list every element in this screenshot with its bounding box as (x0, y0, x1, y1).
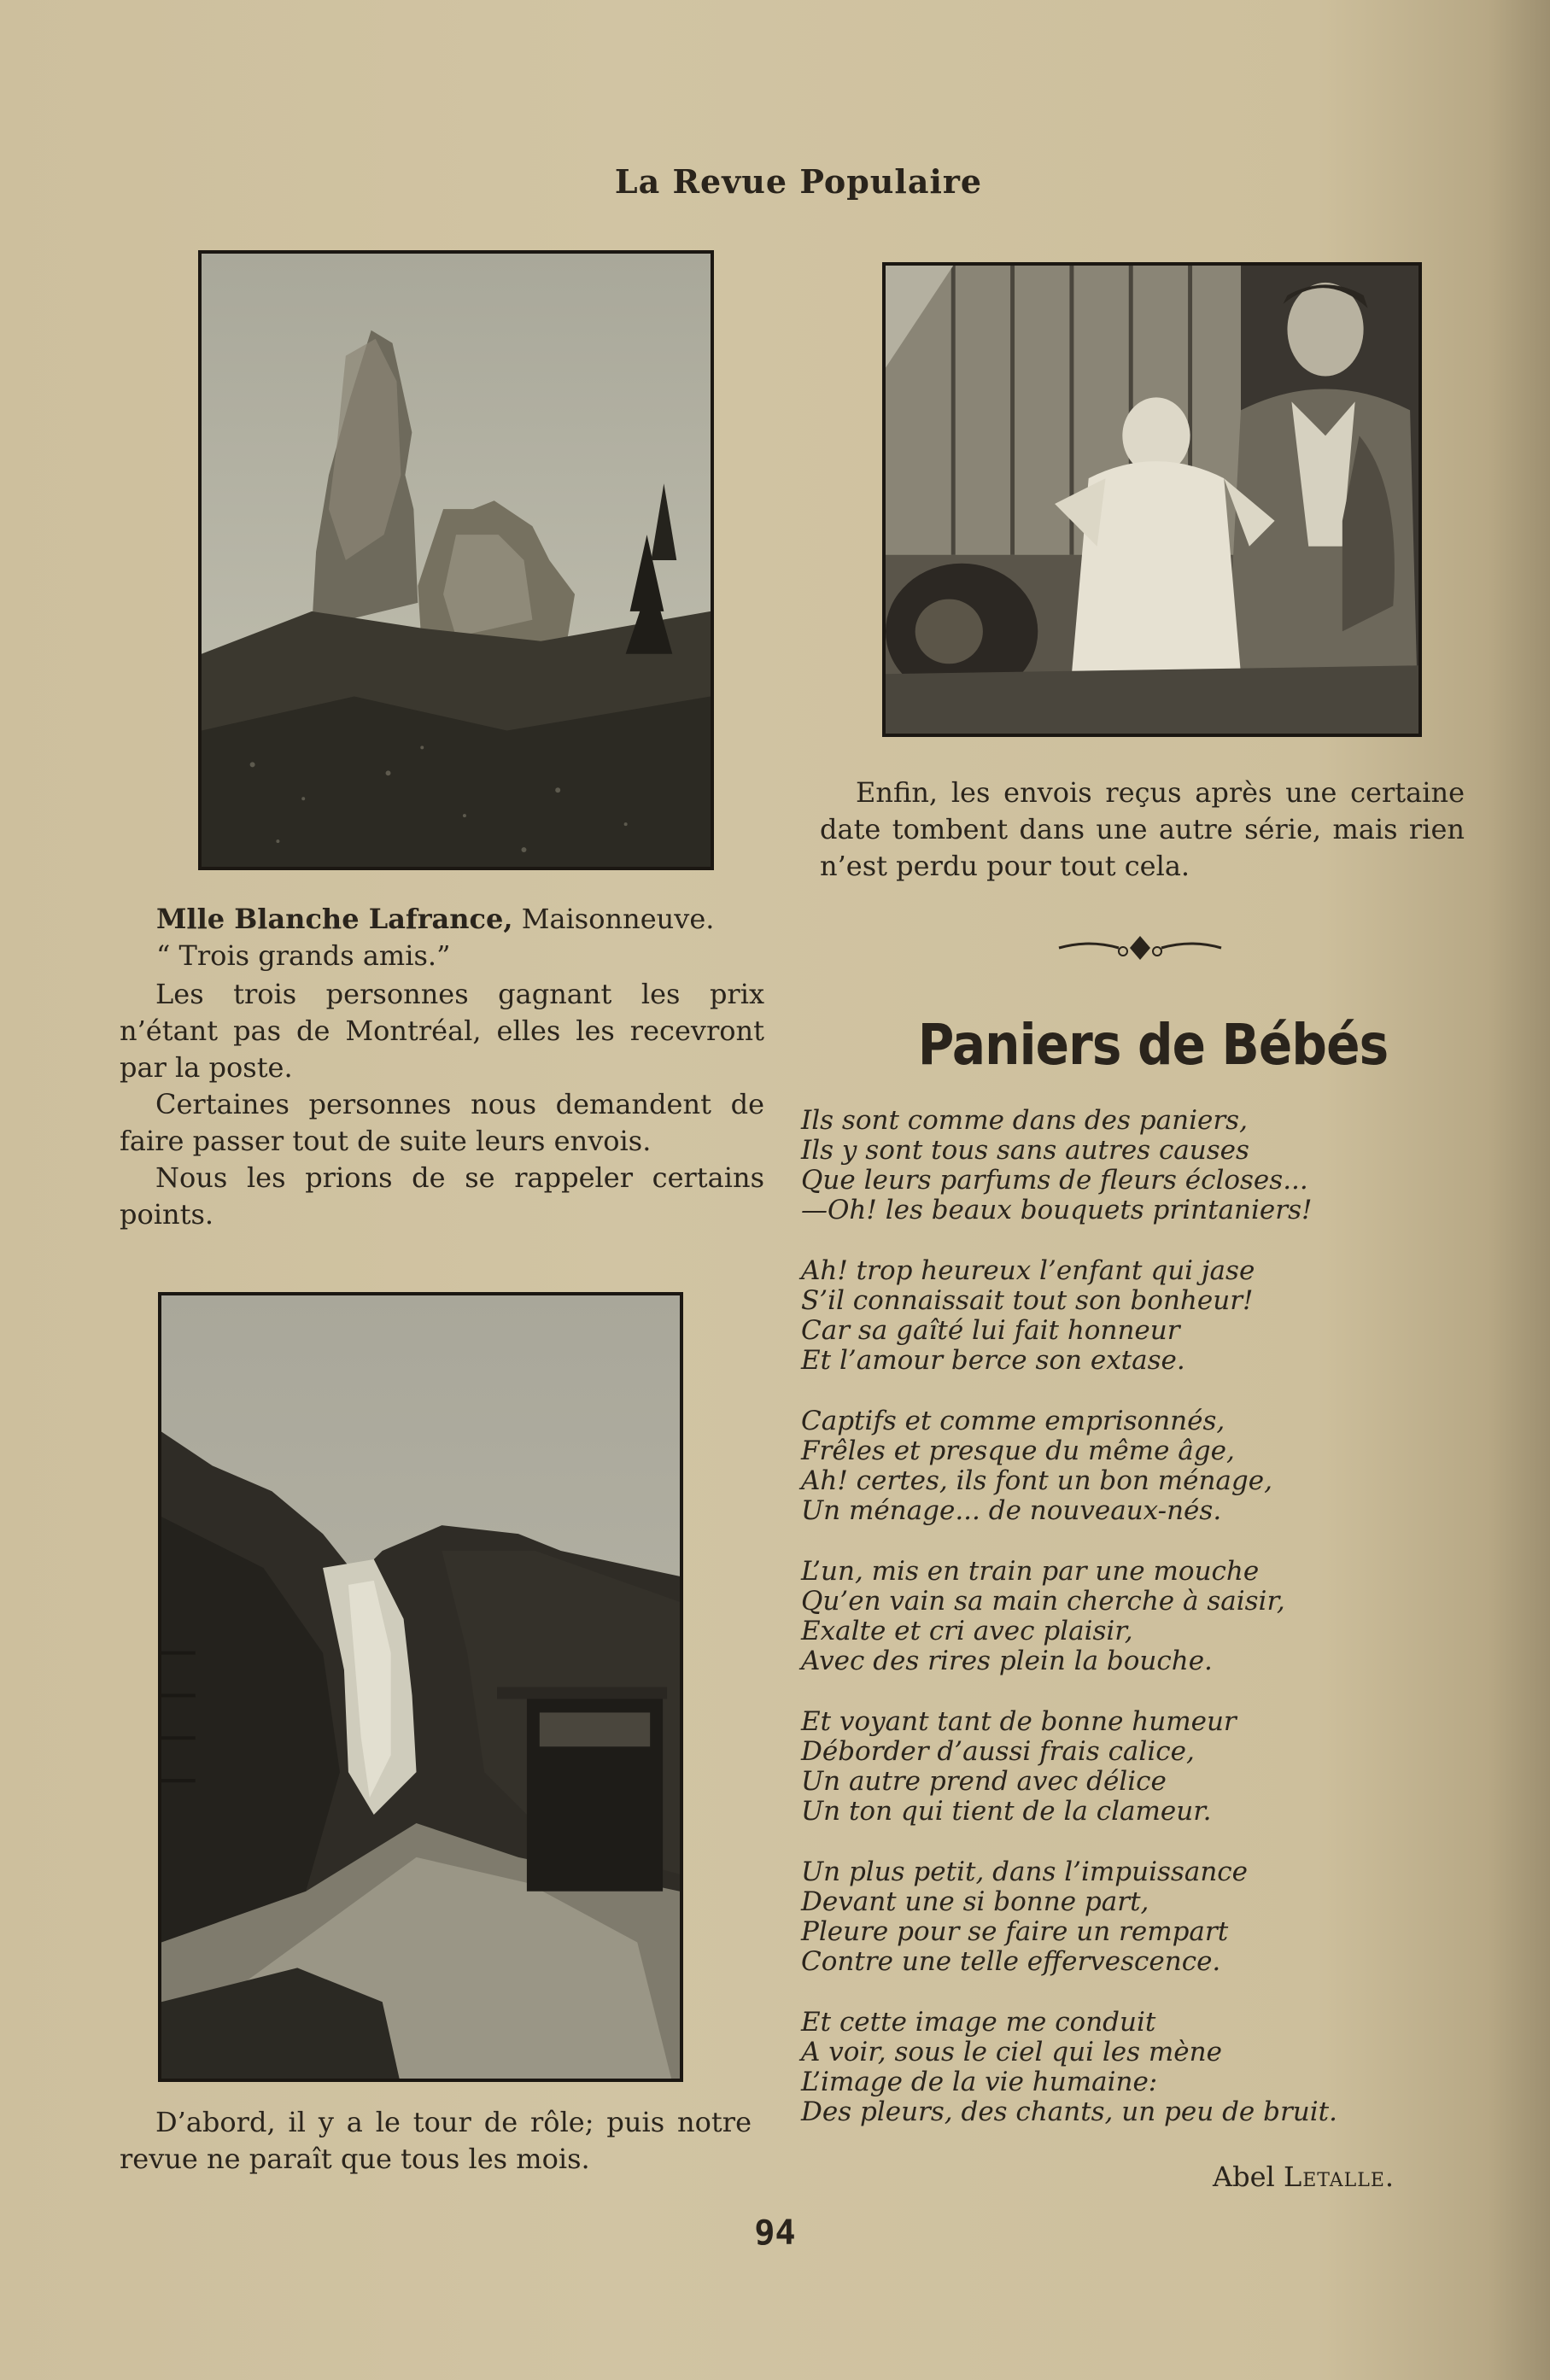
author-first-name: Abel (1213, 2161, 1275, 2193)
photo-man-baby-dog (882, 262, 1422, 737)
stanza (801, 1406, 1433, 1526)
stanza (801, 1857, 1433, 1977)
poem-line: Un ménage... de nouveaux-nés. (801, 1495, 1222, 1526)
poem-line: Des pleurs, des chants, un peu de bruit. (801, 2096, 1337, 2127)
poem-line: Contre une telle effervescence. (801, 1946, 1221, 1977)
photo-waterfall (158, 1292, 683, 2082)
photo-caption (156, 901, 764, 938)
paragraph-2: Certaines personnes nous demandent de faire passer tout de suite leurs envois. (120, 1088, 764, 1157)
poem-line: Ils y sont tous sans autres causes (801, 1135, 1249, 1166)
left-body-text (120, 976, 764, 1233)
left-caption-block (156, 901, 764, 974)
left-bottom-text (120, 2104, 752, 2178)
running-header: La Revue Populaire (614, 162, 983, 201)
poem-line: Devant une si bonne part, (801, 1886, 1149, 1917)
poem (801, 1106, 1433, 2158)
poem-line: Et cette image me conduit (801, 2007, 1156, 2038)
poem-line: Pleure pour se faire un rempart (801, 1916, 1229, 1947)
poem-line: Exalte et cri avec plaisir, (801, 1616, 1133, 1646)
author-last-name: Letalle. (1283, 2161, 1395, 2193)
poem-line: Captifs et comme emprisonnés, (801, 1406, 1225, 1436)
stanza (801, 1256, 1433, 1376)
caption-name: Mlle Blanche Lafrance, (156, 903, 513, 935)
poem-line: L’image de la vie humaine: (801, 2067, 1158, 2097)
poem-line: Et voyant tant de bonne humeur (801, 1706, 1237, 1737)
poem-line: Frêles et presque du même âge, (801, 1436, 1235, 1466)
poem-line: L’un, mis en train par une mouche (801, 1556, 1260, 1587)
poem-line: Un plus petit, dans l’impuissance (801, 1857, 1248, 1887)
photo-rock-pillars (198, 250, 714, 870)
paragraph-bottom: D’abord, il y a le tour de rôle; puis notre revue ne paraît que tous les mois. (120, 2106, 752, 2175)
poem-line: Car sa gaîté lui fait honneur (801, 1315, 1180, 1346)
caption-title: “ Trois grands amis.” (156, 939, 451, 972)
poem-line: Et l’amour berce son extase. (801, 1345, 1185, 1376)
poem-line: A voir, sous le ciel qui les mène (801, 2037, 1222, 2067)
poem-line: Qu’en vain sa main cherche à saisir, (801, 1586, 1285, 1617)
paragraph-3: Nous les prions de se rappeler certains points. (120, 1161, 764, 1231)
poem-line: Ils sont comme dans des paniers, (801, 1105, 1248, 1136)
stanza (801, 1106, 1433, 1225)
paragraph-1: Les trois personnes gagnant les prix n’étant pas de Montréal, elles les recevront par la poste. (120, 978, 764, 1084)
poem-line: Un ton qui tient de la clameur. (801, 1796, 1212, 1827)
poem-line: —Oh! les beaux bouquets printaniers! (801, 1195, 1313, 1225)
poem-line: S’il connaissait tout son bonheur! (801, 1285, 1254, 1316)
stanza (801, 1707, 1433, 1827)
stanza (801, 2008, 1433, 2127)
poem-line: Déborder d’aussi frais calice, (801, 1736, 1195, 1767)
stanza (801, 1557, 1433, 1676)
paragraph-intro: Enfin, les envois reçus après une certaine date tombent dans une autre série, mais rien n’est perdu pour tout cela. (820, 776, 1465, 882)
poem-line: Ah! certes, ils font un bon ménage, (801, 1465, 1272, 1496)
poem-author (1213, 2161, 1395, 2193)
page-number: 94 (754, 2213, 796, 2253)
poem-line: Avec des rires plein la bouche. (801, 1646, 1213, 1676)
ornament-divider-icon (1055, 931, 1225, 965)
poem-line: Que leurs parfums de fleurs écloses... (801, 1165, 1308, 1196)
poem-title: Paniers de Bébés (917, 1012, 1389, 1078)
caption-place: Maisonneuve. (512, 903, 715, 935)
right-intro-text (820, 775, 1465, 885)
poem-line: Un autre prend avec délice (801, 1766, 1167, 1797)
poem-line: Ah! trop heureux l’enfant qui jase (801, 1255, 1255, 1286)
